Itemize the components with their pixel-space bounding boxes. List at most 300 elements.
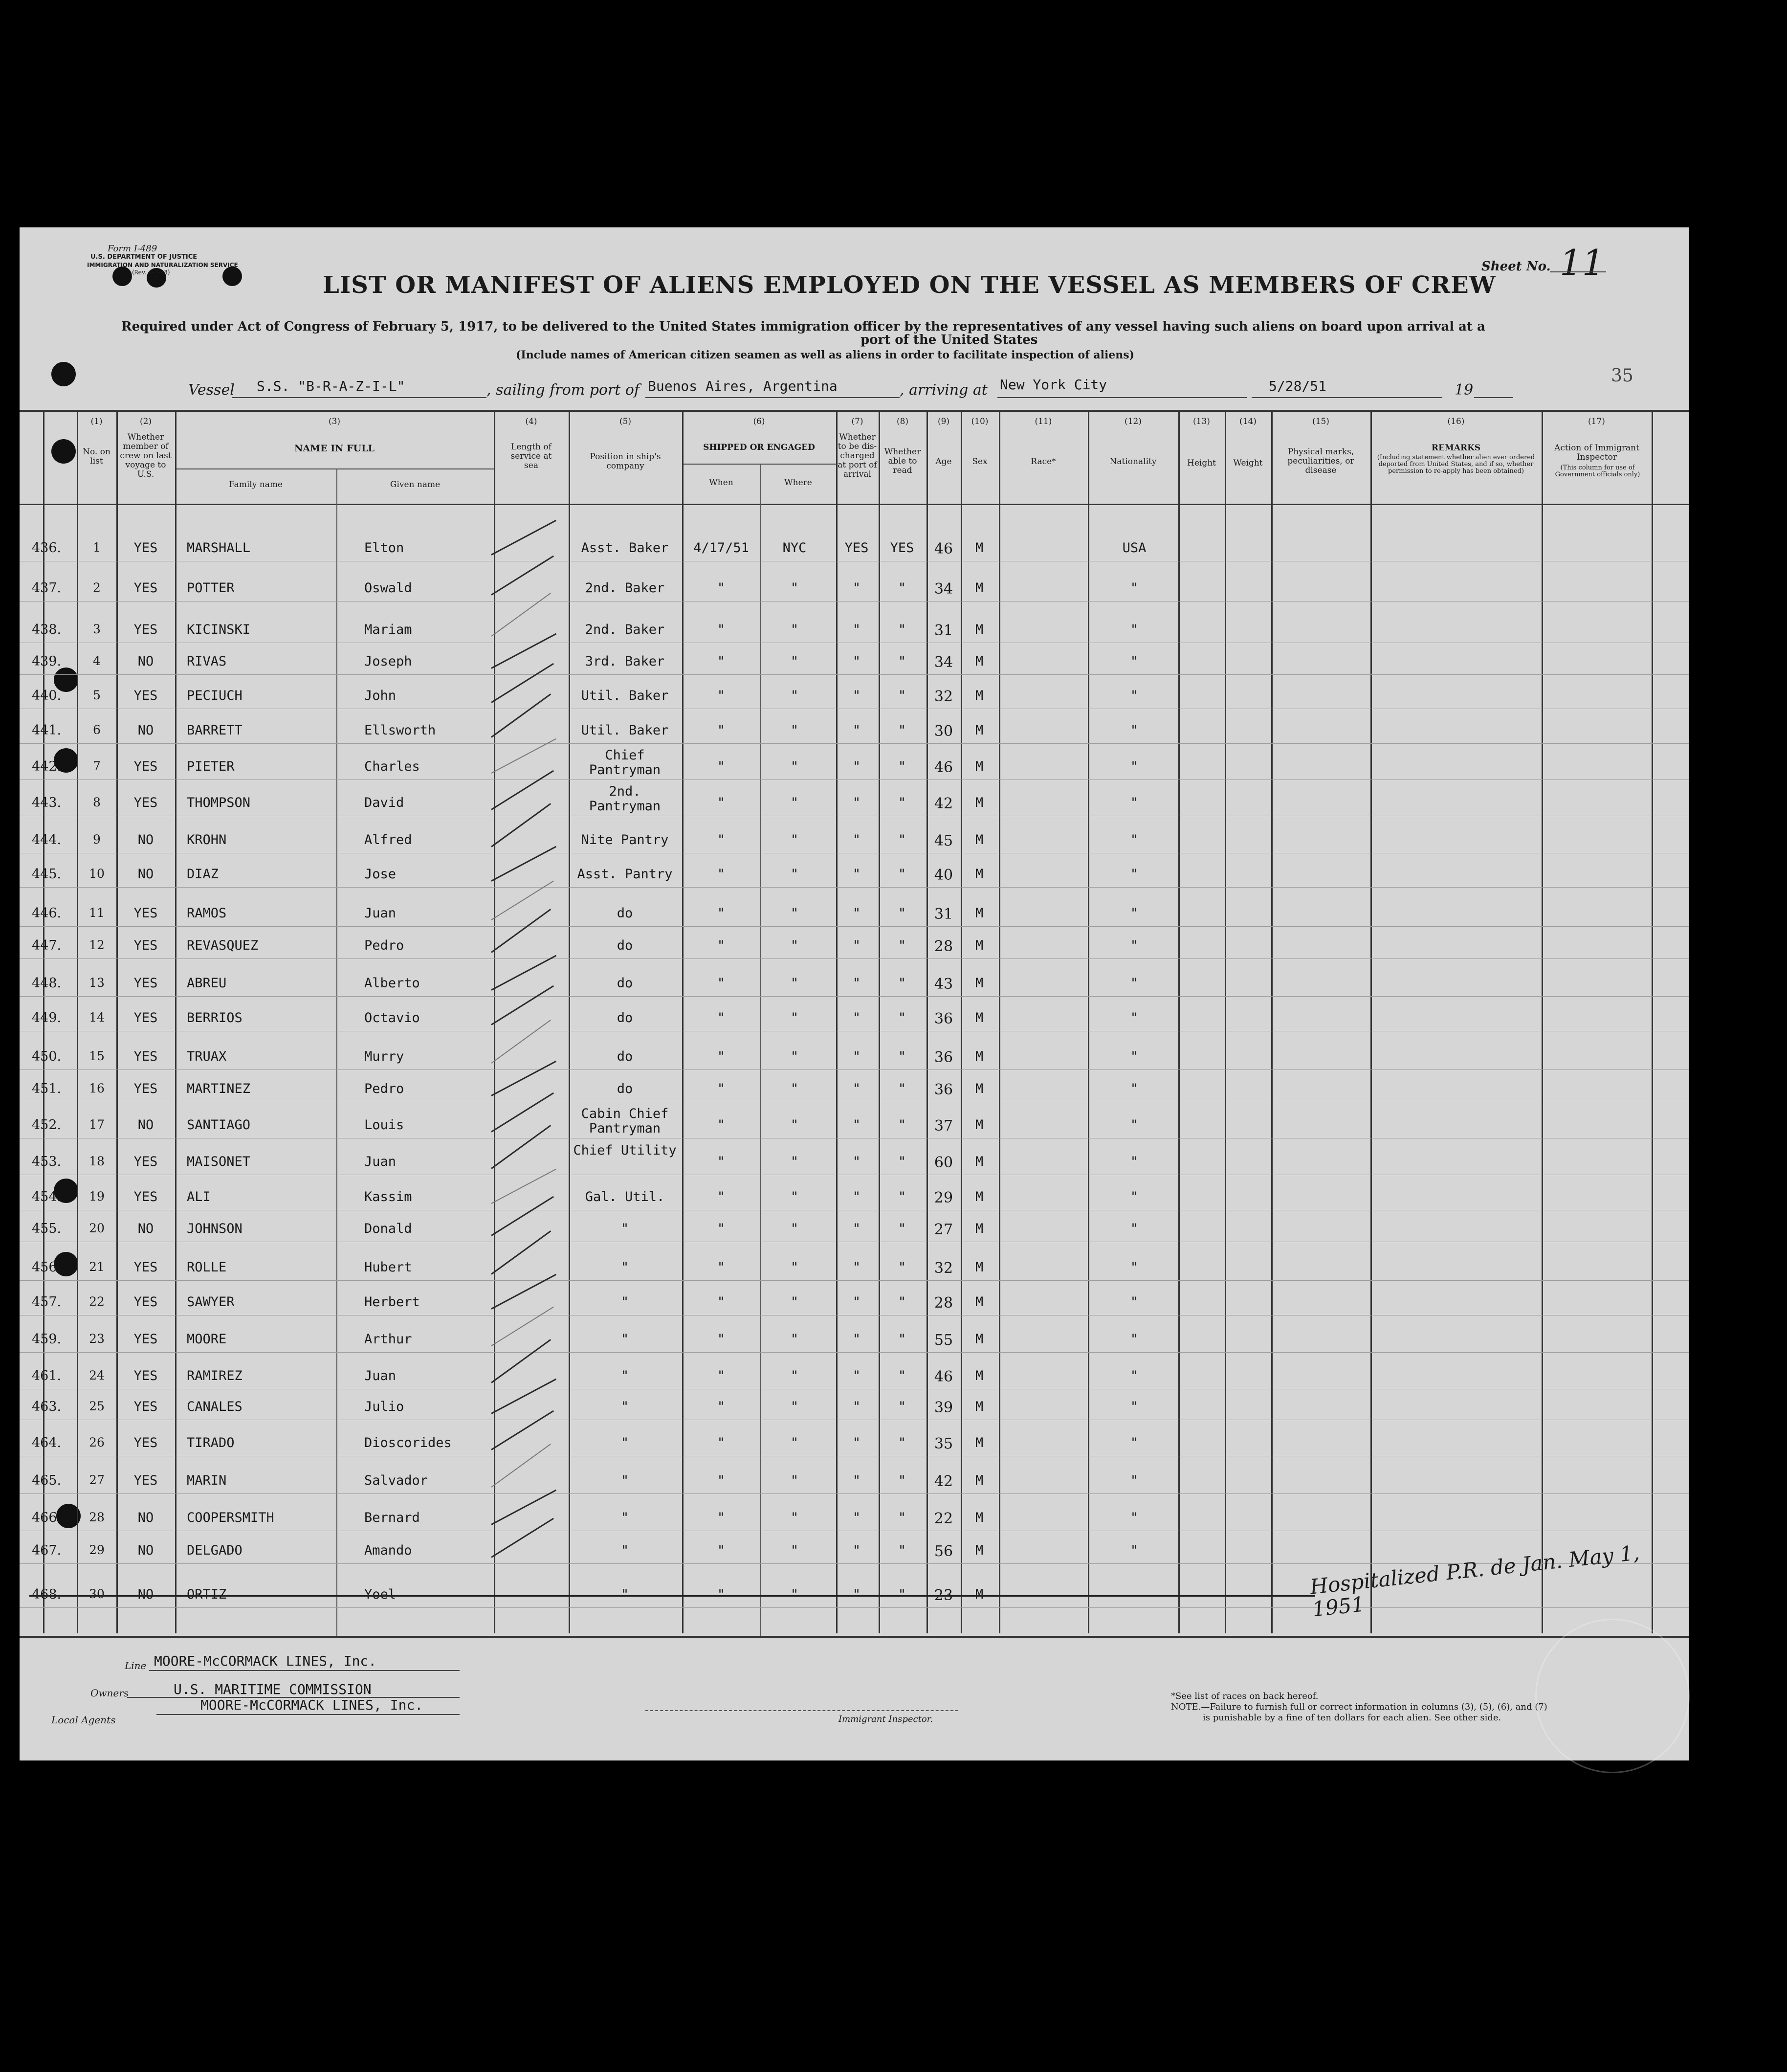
- row-crew: YES: [133, 622, 158, 637]
- row-position: do: [617, 938, 633, 953]
- col-line: [175, 411, 176, 1633]
- row-sex: M: [975, 1399, 984, 1414]
- row-sex: M: [975, 580, 984, 596]
- stamp-number: 35: [1611, 366, 1633, 386]
- row-given: Murry: [364, 1049, 404, 1064]
- row-position: Asst. Baker: [581, 540, 669, 556]
- col-line: [760, 464, 761, 1636]
- row-no: 20: [89, 1221, 105, 1235]
- row-given: Juan: [364, 1368, 397, 1383]
- row-given: Salvador: [364, 1473, 428, 1488]
- row-position: Chief Pantryman: [589, 748, 661, 778]
- row-where: ": [790, 622, 799, 637]
- row-crew: YES: [133, 1368, 158, 1383]
- row-crew: YES: [133, 1294, 158, 1310]
- row-position: do: [617, 906, 633, 921]
- row-crew: YES: [133, 1473, 158, 1488]
- row-where: ": [790, 1399, 799, 1414]
- line-value: MOORE-McCORMACK LINES, Inc.: [154, 1653, 377, 1669]
- row-family: DIAZ: [187, 867, 219, 882]
- row-crew: YES: [133, 1332, 158, 1347]
- row-age: 34: [934, 654, 953, 671]
- row-rule: [20, 1069, 1689, 1070]
- row-age: 37: [934, 1117, 953, 1135]
- row-age: 43: [934, 976, 953, 993]
- row-ref: 448.: [32, 976, 62, 991]
- row-no: 16: [89, 1081, 105, 1095]
- row-where: ": [790, 1081, 799, 1096]
- col-header-discharged: Whether to be dis- charged at port of arrival: [838, 432, 877, 479]
- owners-value: U.S. MARITIME COMMISSION: [174, 1681, 372, 1697]
- row-position: Util. Baker: [581, 688, 669, 703]
- port-from: Buenos Aires, Argentina: [648, 378, 838, 394]
- date-line: [1252, 397, 1442, 398]
- row-position: Gal. Util.: [585, 1189, 665, 1204]
- row-disch: ": [852, 622, 861, 637]
- row-family: MARSHALL: [187, 540, 251, 556]
- row-where: ": [790, 1260, 799, 1275]
- row-nat: ": [1130, 832, 1139, 847]
- row-strikethrough: [29, 1595, 1315, 1597]
- row-age: 46: [934, 1368, 953, 1385]
- row-given: Bernard: [364, 1510, 420, 1525]
- row-ref: 447.: [32, 938, 62, 953]
- row-age: 36: [934, 1049, 953, 1066]
- row-given: Louis: [364, 1117, 404, 1133]
- row-crew: YES: [133, 688, 158, 703]
- col-header-inspector: Action of Immigrant Inspector: [1554, 443, 1639, 462]
- col-line: [1370, 411, 1372, 1633]
- row-no: 26: [89, 1435, 105, 1449]
- row-disch: ": [852, 938, 861, 953]
- row-sex: M: [975, 1260, 984, 1275]
- row-given: David: [364, 795, 404, 810]
- row-family: BERRIOS: [187, 1010, 243, 1025]
- row-where: ": [790, 1049, 799, 1064]
- row-given: John: [364, 688, 397, 703]
- col-num: (11): [1035, 417, 1052, 426]
- port-to-line: [997, 397, 1247, 398]
- row-disch: ": [852, 1368, 861, 1383]
- col-line: [682, 411, 684, 1633]
- row-nat: ": [1130, 723, 1139, 738]
- row-position: Chief Utility: [573, 1143, 677, 1158]
- col-line: [1271, 411, 1273, 1633]
- row-when: ": [717, 759, 726, 774]
- row-nat: ": [1130, 1081, 1139, 1096]
- row-ref: 436.: [32, 540, 62, 556]
- row-position: ": [620, 1587, 629, 1602]
- row-age: 46: [934, 540, 953, 557]
- col-header-nationality: Nationality: [1109, 457, 1157, 467]
- row-read: ": [898, 1189, 906, 1204]
- row-ref: 456.: [32, 1260, 62, 1275]
- row-when: ": [717, 1332, 726, 1347]
- row-age: 30: [934, 723, 953, 740]
- row-given: Amando: [364, 1543, 412, 1558]
- vessel-line: [232, 397, 486, 398]
- col-line: [999, 411, 1000, 1633]
- col-num: (6): [753, 417, 765, 426]
- row-read: ": [898, 1221, 906, 1236]
- row-when: ": [717, 1587, 726, 1602]
- col-header-given: Given name: [390, 480, 441, 490]
- row-ref: 468.: [32, 1587, 62, 1602]
- row-no: 19: [89, 1189, 105, 1203]
- row-no: 9: [93, 832, 101, 847]
- row-position: Cabin Chief Pantryman: [581, 1106, 669, 1136]
- row-age: 27: [934, 1221, 953, 1238]
- row-given: Julio: [364, 1399, 404, 1414]
- row-ref: 466.: [32, 1510, 62, 1525]
- inspector-label: Immigrant Inspector.: [838, 1714, 933, 1724]
- row-given: Arthur: [364, 1332, 412, 1347]
- row-family: SANTIAGO: [187, 1117, 251, 1133]
- col-line: [116, 411, 118, 1633]
- row-where: ": [790, 867, 799, 882]
- row-crew: YES: [133, 906, 158, 921]
- row-where: ": [790, 1510, 799, 1525]
- row-crew: YES: [133, 1049, 158, 1064]
- col-header-age: Age: [935, 457, 952, 467]
- row-position: do: [617, 976, 633, 991]
- row-sex: M: [975, 1510, 984, 1525]
- col-header-inspector-note: (This column for use of Government officials only): [1555, 464, 1640, 478]
- row-family: MOORE: [187, 1332, 227, 1347]
- row-age: 60: [934, 1154, 953, 1171]
- row-nat: ": [1130, 1049, 1139, 1064]
- col-line: [1225, 411, 1226, 1633]
- row-sex: M: [975, 1189, 984, 1204]
- row-read: ": [898, 976, 906, 991]
- row-nat: ": [1130, 580, 1139, 596]
- agents-value: MOORE-McCORMACK LINES, Inc.: [200, 1697, 423, 1713]
- row-sex: M: [975, 1294, 984, 1310]
- row-where: ": [790, 1189, 799, 1204]
- row-position: ": [620, 1510, 629, 1525]
- row-where: NYC: [782, 540, 807, 556]
- row-position: ": [620, 1473, 629, 1488]
- row-read: ": [898, 1587, 906, 1602]
- row-ref: 465.: [32, 1473, 62, 1488]
- row-read: ": [898, 1332, 906, 1347]
- row-crew: NO: [137, 1543, 154, 1558]
- row-family: JOHNSON: [187, 1221, 243, 1236]
- punch-hole: [222, 267, 242, 286]
- col-header-no: No. on list: [83, 447, 110, 466]
- row-when: ": [717, 1049, 726, 1064]
- row-ref: 457.: [32, 1294, 62, 1310]
- row-when: ": [717, 1368, 726, 1383]
- col-line: [1542, 411, 1543, 1633]
- row-read: ": [898, 1368, 906, 1383]
- row-family: ALI: [187, 1189, 211, 1204]
- row-nat: ": [1130, 622, 1139, 637]
- row-position: ": [620, 1368, 629, 1383]
- row-nat: ": [1130, 938, 1139, 953]
- row-read: ": [898, 1435, 906, 1450]
- notary-seal: [1535, 1619, 1690, 1773]
- row-age: 36: [934, 1010, 953, 1027]
- row-family: POTTER: [187, 580, 235, 596]
- row-sex: M: [975, 938, 984, 953]
- row-no: 3: [93, 622, 101, 636]
- subtitle-line-1: Required under Act of Congress of February 5, 1917, to be delivered to the United States immigration officer by the representatives of any vessel having such aliens on board upon arrival at a: [121, 319, 1485, 334]
- row-ref: 454.: [32, 1189, 62, 1204]
- row-where: ": [790, 1332, 799, 1347]
- row-ref: 441.: [32, 723, 62, 738]
- row-family: PIETER: [187, 759, 235, 774]
- row-when: ": [717, 1399, 726, 1414]
- row-read: ": [898, 1117, 906, 1133]
- row-given: Joseph: [364, 654, 412, 669]
- row-position: Asst. Pantry: [577, 867, 673, 882]
- row-rule: [20, 926, 1689, 927]
- port-from-line: [645, 397, 900, 398]
- row-family: DELGADO: [187, 1543, 243, 1558]
- table-bottom-border: [20, 1636, 1689, 1638]
- row-when: ": [717, 1435, 726, 1450]
- row-nat: ": [1130, 1294, 1139, 1310]
- row-nat: ": [1130, 1510, 1139, 1525]
- row-family: RAMIREZ: [187, 1368, 243, 1383]
- row-position: ": [620, 1435, 629, 1450]
- row-crew: NO: [137, 1117, 154, 1133]
- col-header-race: Race*: [1031, 457, 1056, 467]
- row-disch: ": [852, 1587, 861, 1602]
- row-nat: ": [1130, 1332, 1139, 1347]
- row-disch: ": [852, 1049, 861, 1064]
- row-rule: [20, 996, 1689, 997]
- row-ref: 445.: [32, 867, 62, 882]
- row-no: 1: [93, 540, 101, 555]
- row-rule: [20, 1352, 1689, 1353]
- row-when: ": [717, 688, 726, 703]
- row-disch: ": [852, 795, 861, 810]
- row-read: ": [898, 938, 906, 953]
- row-position: do: [617, 1049, 633, 1064]
- row-ref: 444.: [32, 832, 62, 847]
- row-no: 6: [93, 723, 101, 737]
- row-where: ": [790, 1154, 799, 1169]
- row-when: 4/17/51: [693, 540, 749, 556]
- col-header-sex: Sex: [972, 457, 988, 467]
- col-header-where: Where: [784, 478, 812, 488]
- row-ref: 463.: [32, 1399, 62, 1414]
- row-rule: [20, 958, 1689, 959]
- row-read: ": [898, 723, 906, 738]
- row-ref: 464.: [32, 1435, 62, 1450]
- row-given: Juan: [364, 906, 397, 921]
- col-num: (13): [1193, 417, 1210, 426]
- row-no: 2: [93, 580, 101, 595]
- row-when: ": [717, 1260, 726, 1275]
- row-family: KROHN: [187, 832, 227, 847]
- col-line: [336, 468, 337, 1636]
- row-sex: M: [975, 867, 984, 882]
- row-nat: ": [1130, 1473, 1139, 1488]
- row-crew: YES: [133, 795, 158, 810]
- header-bottom-border: [20, 504, 1689, 505]
- row-no: 10: [89, 867, 105, 881]
- col-num: (5): [619, 417, 632, 426]
- row-sex: M: [975, 1587, 984, 1602]
- row-sex: M: [975, 795, 984, 810]
- table-top-border: [20, 410, 1689, 412]
- col-num: (8): [896, 417, 909, 426]
- row-family: MARTINEZ: [187, 1081, 251, 1096]
- row-given: Juan: [364, 1154, 397, 1169]
- row-sex: M: [975, 976, 984, 991]
- row-when: ": [717, 1473, 726, 1488]
- row-no: 24: [89, 1368, 105, 1382]
- row-read: ": [898, 580, 906, 596]
- row-crew: YES: [133, 976, 158, 991]
- row-nat: ": [1130, 1368, 1139, 1383]
- sailing-label: , sailing from port of: [486, 381, 640, 399]
- row-nat: ": [1130, 1435, 1139, 1450]
- row-nat: ": [1130, 906, 1139, 921]
- row-no: 14: [89, 1010, 105, 1025]
- col-line: [569, 411, 570, 1633]
- row-family: CANALES: [187, 1399, 243, 1414]
- row-given: Charles: [364, 759, 420, 774]
- row-age: 31: [934, 622, 953, 639]
- col-num: (10): [971, 417, 989, 426]
- agents-underline: [156, 1714, 460, 1715]
- row-where: ": [790, 1010, 799, 1025]
- row-age: 56: [934, 1543, 953, 1560]
- row-crew: YES: [133, 1189, 158, 1204]
- col-num: (2): [139, 417, 152, 426]
- subtitle-line-2: port of the United States: [860, 333, 1038, 347]
- row-where: ": [790, 688, 799, 703]
- row-no: 27: [89, 1473, 105, 1487]
- row-family: TRUAX: [187, 1049, 227, 1064]
- row-age: 40: [934, 867, 953, 884]
- row-age: 34: [934, 580, 953, 598]
- row-ref: 443.: [32, 795, 62, 810]
- col-num: (17): [1588, 417, 1605, 426]
- row-disch: YES: [844, 540, 869, 556]
- row-sex: M: [975, 1049, 984, 1064]
- row-given: Oswald: [364, 580, 412, 596]
- row-sex: M: [975, 540, 984, 556]
- row-crew: YES: [133, 1435, 158, 1450]
- row-nat: ": [1130, 1260, 1139, 1275]
- row-when: ": [717, 867, 726, 882]
- row-no: 13: [89, 976, 105, 990]
- row-age: 36: [934, 1081, 953, 1098]
- row-age: 42: [934, 795, 953, 812]
- row-sex: M: [975, 1081, 984, 1096]
- row-position: do: [617, 1081, 633, 1096]
- row-disch: ": [852, 867, 861, 882]
- row-rule: [20, 601, 1689, 602]
- sheet-number: 11: [1560, 242, 1605, 283]
- row-where: ": [790, 1221, 799, 1236]
- row-read: ": [898, 1049, 906, 1064]
- line-underline: [149, 1670, 460, 1671]
- row-sex: M: [975, 1543, 984, 1558]
- row-given: Jose: [364, 867, 397, 882]
- row-ref: 442.: [32, 759, 62, 774]
- col-header-remarks: REMARKS: [1431, 443, 1481, 453]
- row-nat: ": [1130, 1010, 1139, 1025]
- row-crew: NO: [137, 654, 154, 669]
- row-read: ": [898, 1294, 906, 1310]
- row-given: Ellsworth: [364, 723, 436, 738]
- punch-hole: [51, 362, 76, 386]
- row-no: 4: [93, 654, 101, 668]
- row-when: ": [717, 1543, 726, 1558]
- year-line: [1474, 397, 1513, 398]
- row-rule: [20, 887, 1689, 888]
- row-disch: ": [852, 759, 861, 774]
- row-sex: M: [975, 1221, 984, 1236]
- row-disch: ": [852, 1221, 861, 1236]
- note-penalty-1: NOTE.—Failure to furnish full or correct information in columns (3), (5), (6), and (7): [1171, 1702, 1547, 1712]
- row-where: ": [790, 795, 799, 810]
- row-where: ": [790, 723, 799, 738]
- form-number: Form I-489: [108, 244, 157, 254]
- row-crew: NO: [137, 1587, 154, 1602]
- row-read: ": [898, 688, 906, 703]
- row-given: Alfred: [364, 832, 412, 847]
- row-disch: ": [852, 688, 861, 703]
- row-no: 7: [93, 759, 101, 773]
- row-age: 22: [934, 1510, 953, 1527]
- handwritten-remark: Hospitalized P.R. de Jan. May 1, 1951: [1308, 1540, 1641, 1622]
- row-read: YES: [890, 540, 914, 556]
- row-ref: 467.: [32, 1543, 62, 1558]
- row-nat: USA: [1122, 540, 1147, 556]
- row-family: MAISONET: [187, 1154, 251, 1169]
- row-where: ": [790, 1435, 799, 1450]
- row-no: 21: [89, 1260, 105, 1274]
- line-label: Line: [125, 1660, 147, 1671]
- row-sex: M: [975, 759, 984, 774]
- row-family: RIVAS: [187, 654, 227, 669]
- row-read: ": [898, 1260, 906, 1275]
- row-when: ": [717, 976, 726, 991]
- year-label: 19: [1455, 381, 1474, 399]
- row-sex: M: [975, 1117, 984, 1133]
- form-edition: (Rev. 4-1-43): [132, 269, 170, 276]
- row-ref: 450.: [32, 1049, 62, 1064]
- row-family: REVASQUEZ: [187, 938, 259, 953]
- row-given: Herbert: [364, 1294, 420, 1310]
- row-age: 32: [934, 1260, 953, 1277]
- row-position: 3rd. Baker: [585, 654, 665, 669]
- row-no: 11: [89, 906, 105, 920]
- row-crew: YES: [133, 1081, 158, 1096]
- row-given: Pedro: [364, 1081, 404, 1096]
- row-disch: ": [852, 1399, 861, 1414]
- col-header-name: NAME IN FULL: [294, 443, 375, 454]
- row-sex: M: [975, 906, 984, 921]
- row-no: 28: [89, 1510, 105, 1524]
- row-disch: ": [852, 1010, 861, 1025]
- row-where: ": [790, 654, 799, 669]
- note-penalty-2: is punishable by a fine of ten dollars for each alien. See other side.: [1203, 1713, 1501, 1723]
- row-age: 32: [934, 688, 953, 705]
- row-when: ": [717, 723, 726, 738]
- note-races: *See list of races on back hereof.: [1171, 1691, 1319, 1701]
- row-no: 5: [93, 688, 101, 702]
- row-read: ": [898, 759, 906, 774]
- row-no: 12: [89, 938, 105, 952]
